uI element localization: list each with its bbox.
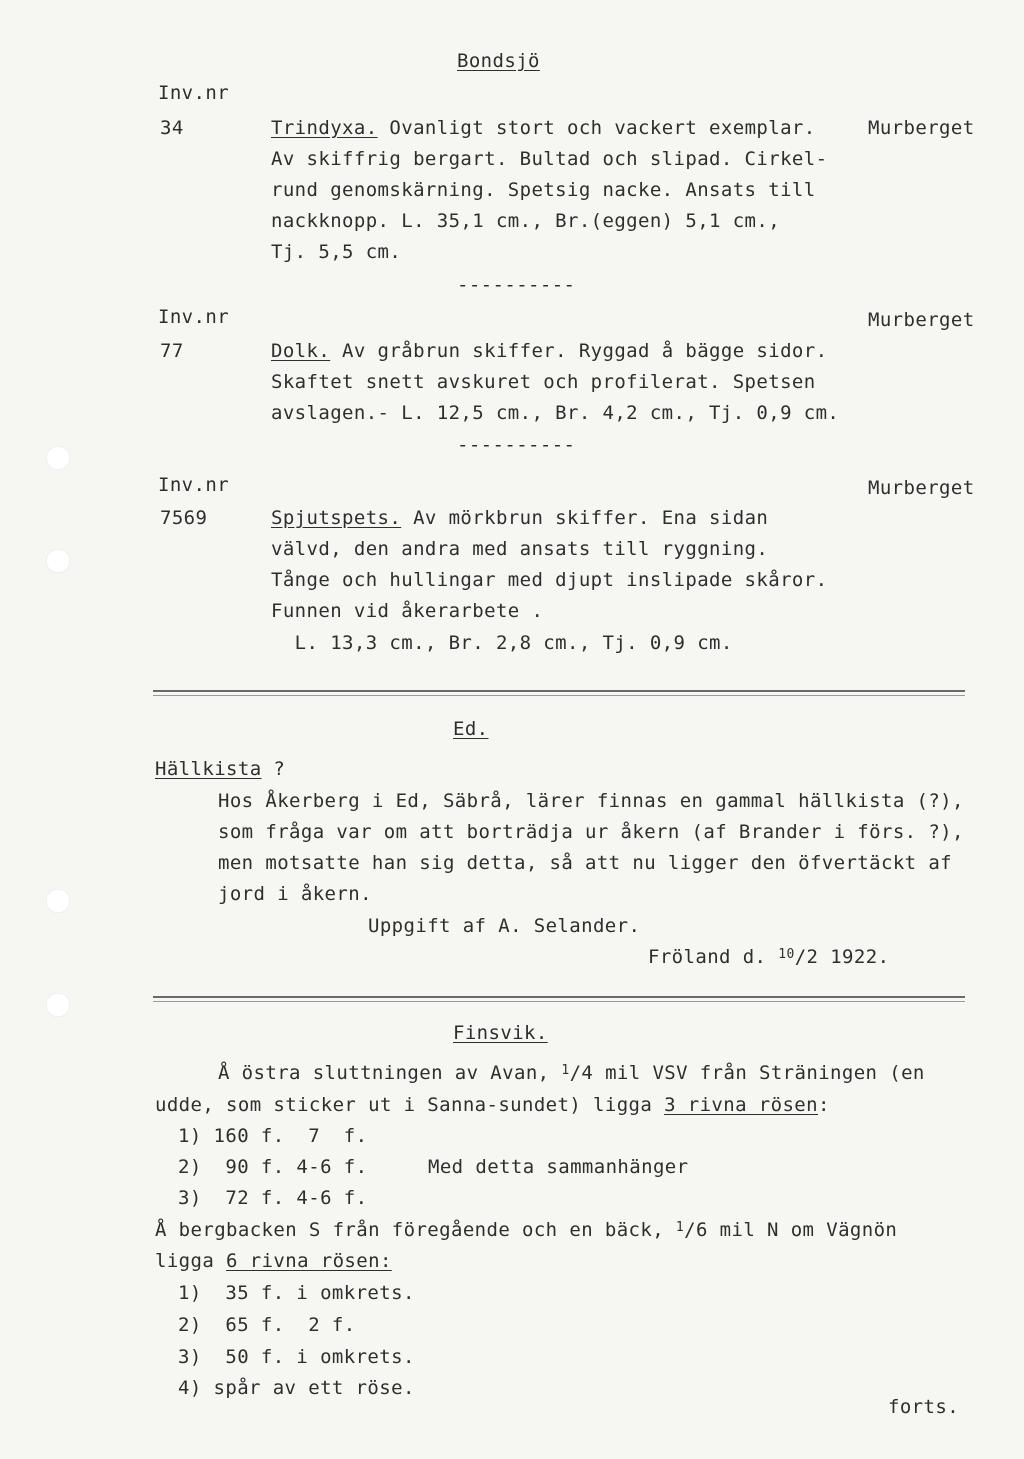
entry-text: rund genomskärning. Spetsig nacke. Ansats till <box>271 179 816 201</box>
entry-text: Av gråbrun skiffer. Ryggad å bägge sidor. <box>330 340 828 362</box>
paragraph-line <box>155 1250 392 1272</box>
paragraph-line: Hos Åkerberg i Ed, Säbrå, lärer finnas en gammal hällkista (?), <box>218 790 964 812</box>
entry-title-line <box>271 507 768 529</box>
text-span: ligga <box>155 1250 227 1272</box>
text-span: Å östra sluttningen av Avan, <box>218 1062 562 1084</box>
paragraph-line: som fråga var om att borträdja ur åkern (af Brander i förs. ?), <box>218 821 964 843</box>
entry-text: Ovanligt stort och vackert exemplar. <box>377 117 816 139</box>
fraction-superscript: 1 <box>675 1220 685 1235</box>
entry-text: Tånge och hullingar med djupt inslipade skåror. <box>271 569 828 591</box>
entry-title: Trindyxa. <box>271 117 378 139</box>
entry-text: Funnen vid åkerarbete . <box>271 600 544 622</box>
entry-title: Spjutspets. <box>271 507 402 529</box>
inv-number: 7569 <box>160 507 208 529</box>
punch-hole <box>46 889 70 913</box>
text-span: udde, som sticker ut i Sanna-sundet) ligga <box>155 1094 665 1116</box>
entry-location: Murberget <box>868 309 975 331</box>
text-span: /6 mil N om Vägnön <box>684 1219 898 1241</box>
list-item: 2) 90 f. 4-6 f. <box>178 1156 368 1178</box>
subheading-suffix: ? <box>261 758 286 780</box>
punch-hole <box>46 446 70 470</box>
entry-text: Tj. 5,5 cm. <box>271 241 402 263</box>
list-item: 3) 72 f. 4-6 f. <box>178 1187 368 1209</box>
underlined-text: 3 rivna rösen <box>664 1094 818 1116</box>
inv-label: Inv.nr <box>158 306 230 328</box>
text-span: : <box>818 1094 830 1116</box>
date-suffix: /2 1922. <box>794 946 890 968</box>
entry-text: nackknopp. L. 35,1 cm., Br.(eggen) 5,1 cm., <box>271 210 781 232</box>
entry-title-line <box>271 117 816 139</box>
entry-text: Skaftet snett avskuret och profilerat. Spetsen <box>271 371 816 393</box>
list-item: 1) 160 f. 7 f. <box>178 1125 368 1147</box>
entry-text: avslagen.- L. 12,5 cm., Br. 4,2 cm., Tj. 0,9 cm. <box>271 402 840 424</box>
date-superscript: 10 <box>778 947 795 962</box>
continued-note: forts. <box>888 1396 960 1418</box>
paragraph-line <box>155 1094 830 1116</box>
section-divider <box>153 690 965 692</box>
paragraph-line: men motsatte han sig detta, så att nu ligger den öfvertäckt af <box>218 852 953 874</box>
text-span: /4 mil VSV från Sträningen (en <box>569 1062 925 1084</box>
list-note: Med detta sammanhänger <box>428 1156 689 1178</box>
punch-hole <box>46 549 70 573</box>
entry-text: välvd, den andra med ansats till ryggning. <box>271 538 769 560</box>
source-note: Uppgift af A. Selander. <box>368 915 641 937</box>
punch-hole <box>46 993 70 1017</box>
date-line <box>648 946 889 968</box>
entry-text: Av mörkbrun skiffer. Ena sidan <box>401 507 769 529</box>
entry-title: Dolk. <box>271 340 331 362</box>
separator: ---------- <box>457 434 576 456</box>
section-divider-thin <box>153 1001 965 1002</box>
entry-title-line <box>271 340 827 362</box>
paragraph-line <box>218 1062 925 1084</box>
text-span: Å bergbacken S från föregående och en bäck, <box>155 1219 676 1241</box>
inv-label: Inv.nr <box>158 474 230 496</box>
underlined-text: 6 rivna rösen: <box>226 1250 392 1272</box>
section-heading-ed: Ed. <box>453 718 489 740</box>
entry-location: Murberget <box>868 477 975 499</box>
list-item: 1) 35 f. i omkrets. <box>178 1282 415 1304</box>
entry-text: Av skiffrig bergart. Bultad och slipad. Cirkel- <box>271 148 828 170</box>
fraction-superscript: 1 <box>561 1063 570 1078</box>
section-divider <box>153 996 965 998</box>
inv-label: Inv.nr <box>158 82 230 104</box>
list-item: 3) 50 f. i omkrets. <box>178 1346 415 1368</box>
list-item: 2) 65 f. 2 f. <box>178 1314 356 1336</box>
subheading-hallkista: Hällkista <box>155 758 262 780</box>
entry-location: Murberget <box>868 117 975 139</box>
separator: ---------- <box>457 274 576 296</box>
paragraph-line: jord i åkern. <box>218 883 372 905</box>
section-divider-thin <box>153 695 965 696</box>
entry-text: L. 13,3 cm., Br. 2,8 cm., Tj. 0,9 cm. <box>271 632 733 654</box>
list-item: 4) spår av ett röse. <box>178 1377 415 1399</box>
section-heading-bondsjo: Bondsjö <box>457 50 540 72</box>
inv-number: 77 <box>160 340 184 362</box>
section-heading-finsvik: Finsvik. <box>453 1022 548 1044</box>
inv-number: 34 <box>160 117 184 139</box>
paragraph-line <box>155 1219 897 1241</box>
subheading-line <box>155 758 285 780</box>
date-prefix: Fröland d. <box>648 946 779 968</box>
